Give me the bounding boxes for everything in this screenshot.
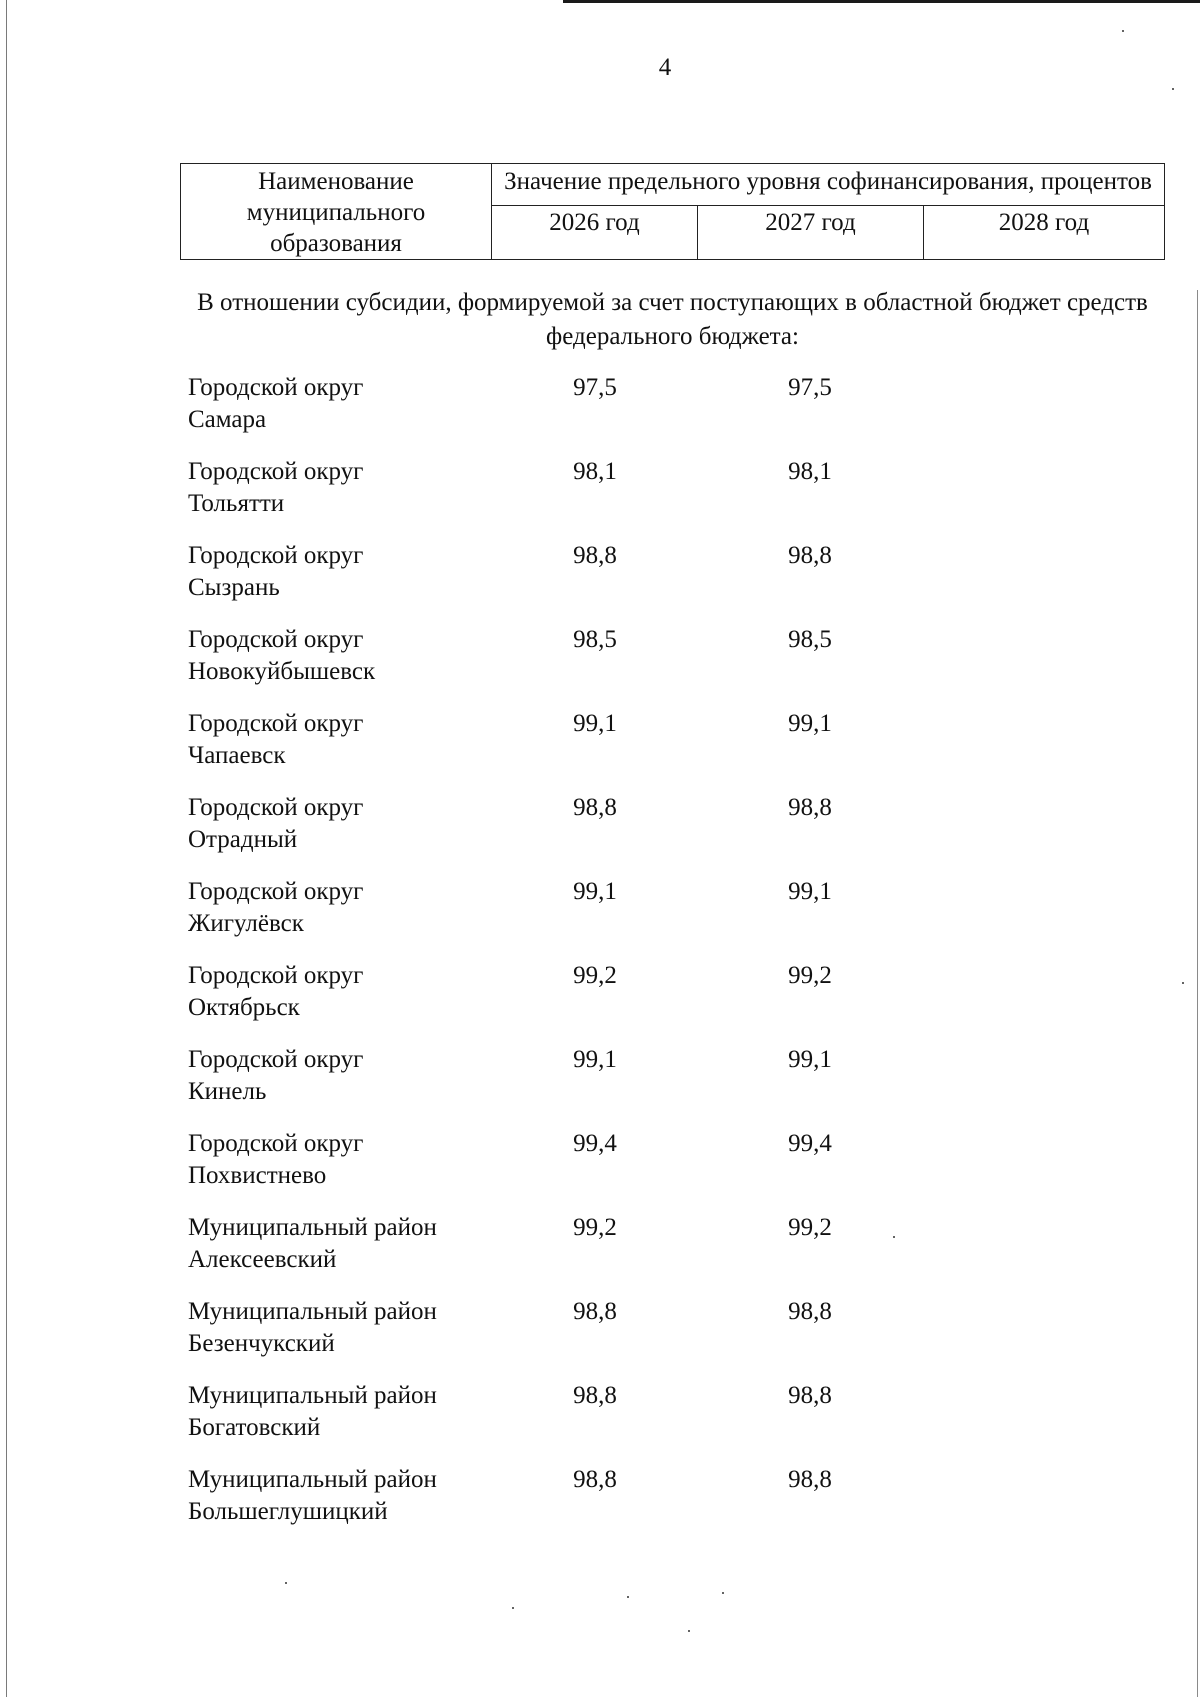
value-2026: 98,8 <box>573 1298 617 1325</box>
municipality-name <box>188 456 518 520</box>
value-2027: 97,5 <box>788 374 832 401</box>
top-rule <box>563 0 1200 3</box>
municipality-type: Городской округ <box>188 1130 364 1157</box>
value-2027: 99,1 <box>788 710 832 737</box>
header-year-2028: 2028 год <box>924 206 1165 260</box>
scan-speck <box>512 1607 514 1609</box>
table-row <box>0 708 1200 788</box>
municipality-name <box>188 624 518 688</box>
value-2027: 98,8 <box>788 1466 832 1493</box>
municipality-type: Городской округ <box>188 542 364 569</box>
value-2026: 98,8 <box>573 794 617 821</box>
municipality-name <box>188 708 518 772</box>
municipality-title: Самара <box>188 406 267 433</box>
table-row <box>0 1044 1200 1124</box>
header-year-2026: 2026 год <box>492 206 698 260</box>
municipality-title: Чапаевск <box>188 742 286 769</box>
municipality-name <box>188 372 518 436</box>
value-2026: 98,8 <box>573 542 617 569</box>
table-row <box>0 792 1200 872</box>
value-2027: 98,8 <box>788 1382 832 1409</box>
value-2027: 99,1 <box>788 878 832 905</box>
table-row <box>0 540 1200 620</box>
header-name-column: Наименование муниципального образования <box>181 164 492 260</box>
municipality-name <box>188 1296 518 1360</box>
table-row <box>0 624 1200 704</box>
value-2026: 98,1 <box>573 458 617 485</box>
municipality-title: Отрадный <box>188 826 298 853</box>
municipality-title: Жигулёвск <box>188 910 304 937</box>
municipality-title: Новокуйбышевск <box>188 658 376 685</box>
table-row <box>0 960 1200 1040</box>
section-title: В отношении субсидии, формируемой за счет поступающих в областной бюджет средств федерального бюджета: <box>197 289 1148 350</box>
value-2026: 99,1 <box>573 878 617 905</box>
value-2026: 99,2 <box>573 962 617 989</box>
municipality-type: Муниципальный район <box>188 1466 437 1493</box>
table-row <box>0 1212 1200 1292</box>
value-2027: 99,2 <box>788 1214 832 1241</box>
municipality-title: Похвистнево <box>188 1162 327 1189</box>
municipality-name <box>188 792 518 856</box>
value-2027: 99,4 <box>788 1130 832 1157</box>
municipality-title: Богатовский <box>188 1414 321 1441</box>
municipality-type: Городской округ <box>188 1046 364 1073</box>
value-2026: 99,4 <box>573 1130 617 1157</box>
municipality-title: Алексеевский <box>188 1246 337 1273</box>
municipality-title: Кинель <box>188 1078 267 1105</box>
municipality-type: Муниципальный район <box>188 1214 437 1241</box>
municipality-type: Городской округ <box>188 878 364 905</box>
municipality-type: Городской округ <box>188 374 364 401</box>
value-2027: 98,1 <box>788 458 832 485</box>
table-header <box>180 163 1165 260</box>
municipality-title: Сызрань <box>188 574 280 601</box>
municipality-name <box>188 1380 518 1444</box>
value-2027: 98,8 <box>788 1298 832 1325</box>
municipality-type: Городской округ <box>188 794 364 821</box>
value-2027: 98,5 <box>788 626 832 653</box>
municipality-title: Тольятти <box>188 490 285 517</box>
table-row <box>0 456 1200 536</box>
municipality-type: Городской округ <box>188 626 364 653</box>
value-2026: 99,1 <box>573 1046 617 1073</box>
value-2026: 97,5 <box>573 374 617 401</box>
table-row <box>0 1128 1200 1208</box>
municipality-name <box>188 1044 518 1108</box>
table-row <box>0 876 1200 956</box>
scan-speck <box>1122 30 1124 32</box>
municipality-name <box>188 540 518 604</box>
municipality-title: Большеглушицкий <box>188 1498 388 1525</box>
value-2027: 99,2 <box>788 962 832 989</box>
scan-speck <box>1182 982 1184 984</box>
municipality-name <box>188 1212 518 1276</box>
scan-speck <box>1172 88 1174 90</box>
municipality-name <box>188 1128 518 1192</box>
scan-speck <box>722 1592 724 1594</box>
scan-speck <box>688 1630 690 1632</box>
table-row <box>0 1296 1200 1376</box>
value-2026: 98,8 <box>573 1466 617 1493</box>
scan-speck <box>627 1596 629 1598</box>
municipality-name <box>188 960 518 1024</box>
municipality-name <box>188 1464 518 1528</box>
municipality-name <box>188 876 518 940</box>
municipality-title: Безенчукский <box>188 1330 335 1357</box>
header-value-group: Значение предельного уровня софинансирования, процентов <box>492 164 1165 206</box>
scan-speck <box>285 1582 287 1584</box>
value-2027: 99,1 <box>788 1046 832 1073</box>
table-row <box>0 1464 1200 1544</box>
value-2027: 98,8 <box>788 542 832 569</box>
value-2027: 98,8 <box>788 794 832 821</box>
municipality-type: Муниципальный район <box>188 1382 437 1409</box>
scan-speck <box>893 1236 895 1238</box>
header-year-2027: 2027 год <box>698 206 924 260</box>
municipality-type: Городской округ <box>188 458 364 485</box>
value-2026: 98,8 <box>573 1382 617 1409</box>
municipality-type: Муниципальный район <box>188 1298 437 1325</box>
page-number: 4 <box>658 54 672 81</box>
municipality-title: Октябрьск <box>188 994 300 1021</box>
value-2026: 99,1 <box>573 710 617 737</box>
table-row <box>0 1380 1200 1460</box>
municipality-type: Городской округ <box>188 710 364 737</box>
value-2026: 99,2 <box>573 1214 617 1241</box>
municipality-type: Городской округ <box>188 962 364 989</box>
value-2026: 98,5 <box>573 626 617 653</box>
table-row <box>0 372 1200 452</box>
